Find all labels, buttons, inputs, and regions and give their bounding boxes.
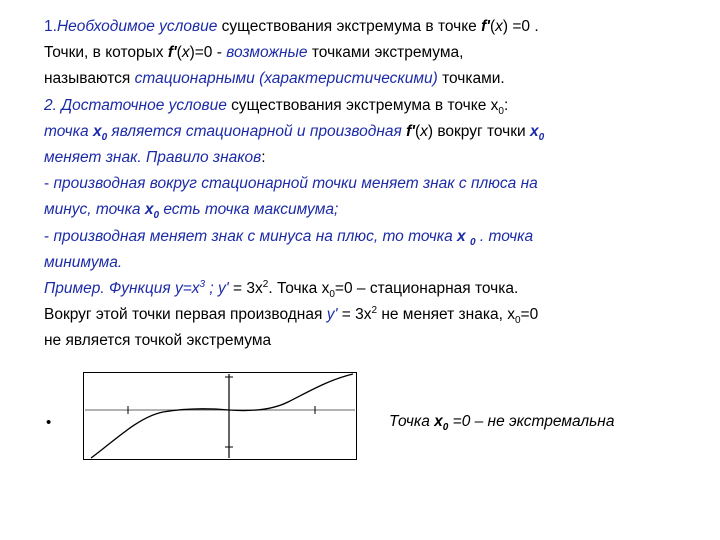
var-x: x — [434, 413, 443, 430]
necessary-condition-title: Необходимое условие — [56, 18, 218, 35]
var-x: x — [92, 122, 102, 140]
equals-zero: =0 — [520, 306, 539, 324]
var-x: x — [495, 18, 503, 35]
minimum-rule-line-2 — [44, 250, 704, 276]
caption-text: =0 – не экстремальна — [448, 413, 615, 430]
example-line — [44, 276, 704, 302]
sufficient-condition-text: существования экстремума в точке — [226, 96, 491, 114]
extremum-points-text: точками экстремума, — [307, 44, 464, 62]
is-stationary-text: является стационарной и производная — [107, 122, 407, 140]
stationary-term: стационарными (характеристическими) — [134, 70, 438, 88]
called-text: называются — [44, 70, 135, 88]
derivative-symbol: f' — [406, 122, 415, 140]
cubic-function-graph — [83, 372, 357, 460]
derivative-symbol: f' — [167, 44, 177, 62]
maximum-rule-text: производная вокруг стационарной точки меняет знак с плюса на — [53, 175, 538, 193]
derivative-y: y' — [218, 280, 229, 298]
around-point-text: ) вокруг точки — [427, 122, 530, 140]
minimum-rule-line-1 — [44, 224, 704, 250]
subscript-zero: 0 — [514, 315, 521, 327]
possible-word: возможные — [226, 44, 308, 62]
var-x: x — [490, 96, 499, 114]
slide-text-block — [44, 14, 704, 355]
superscript-two: 2 — [262, 278, 269, 290]
stationary-points-line — [44, 66, 704, 92]
necessary-condition-line-1 — [44, 14, 704, 40]
derivative-expr: = 3x — [228, 280, 263, 298]
graph-caption — [389, 413, 615, 434]
paren-open: ( — [489, 18, 496, 35]
around-point-derivative-text: Вокруг этой точки первая производная — [44, 306, 327, 324]
paren-open: ( — [414, 122, 421, 140]
var-x: x — [144, 201, 154, 219]
sign-rule-title: . Правило знаков — [137, 149, 262, 167]
separator: ; — [205, 280, 218, 298]
subscript-zero: 0 — [469, 236, 476, 248]
necessary-condition-text: существования экстремума в точке — [217, 18, 482, 35]
subscript-zero: 0 — [153, 210, 160, 222]
sufficient-condition-line — [44, 93, 704, 119]
derivative-expr: = 3x — [337, 306, 372, 324]
point-word: точка — [44, 122, 93, 140]
subscript-zero: 0 — [442, 422, 449, 434]
var-x: x — [457, 227, 470, 245]
necessary-condition-number: 1. — [44, 18, 57, 35]
points-word: точками. — [437, 70, 505, 88]
minimum-rule-text: производная меняет знак с минуса на плюс, то точка — [53, 227, 458, 245]
colon: : — [503, 96, 509, 114]
bullet-marker: • — [46, 414, 52, 431]
dash: - — [44, 227, 54, 245]
dash: - — [44, 175, 54, 193]
stationary-point-text: . Точка x — [268, 280, 330, 298]
caption-point-word: Точка — [389, 413, 435, 430]
stationary-point-text-2: =0 – стационарная точка. — [334, 280, 519, 298]
changes-sign-text: меняет знак — [44, 149, 138, 167]
no-sign-change-text: не меняет знака, x — [377, 306, 515, 324]
var-x: x — [530, 122, 539, 140]
maximum-point-text: есть точка максимума; — [159, 201, 339, 219]
colon: : — [261, 149, 266, 167]
function-y: y=x — [174, 280, 200, 298]
superscript-three: 3 — [199, 278, 206, 290]
possible-points-line — [44, 40, 704, 66]
subscript-zero: 0 — [498, 105, 504, 117]
var-x: x — [181, 44, 190, 62]
superscript-two: 2 — [371, 305, 378, 317]
minimum-word: минимума. — [44, 253, 123, 271]
paren-open: ( — [176, 44, 182, 62]
subscript-zero: 0 — [538, 131, 545, 143]
stationary-derivative-line — [44, 119, 704, 145]
equals-zero: )=0 - — [189, 44, 227, 62]
maximum-rule-line-2 — [44, 197, 704, 223]
subscript-zero: 0 — [329, 289, 335, 301]
sign-rule-line — [44, 145, 704, 171]
minus-point-text: минус, точка — [44, 201, 145, 219]
point-word: . точка — [475, 227, 534, 245]
equals-zero: ) =0 . — [502, 18, 539, 35]
example-derivative-line — [44, 302, 704, 328]
graph-frame — [84, 373, 357, 460]
derivative-symbol: f' — [481, 18, 490, 35]
not-extremum-line — [44, 328, 704, 354]
example-label: Пример. Функция — [44, 280, 175, 298]
sufficient-condition-title: 2. Достаточное условие — [44, 96, 227, 114]
not-extremum-text: не является точкой экстремума — [44, 332, 272, 350]
maximum-rule-line-1 — [44, 171, 704, 197]
subscript-zero: 0 — [101, 131, 108, 143]
derivative-y: y' — [326, 306, 338, 324]
points-text: Точки, в которых — [44, 44, 168, 62]
var-x: x — [420, 122, 428, 140]
